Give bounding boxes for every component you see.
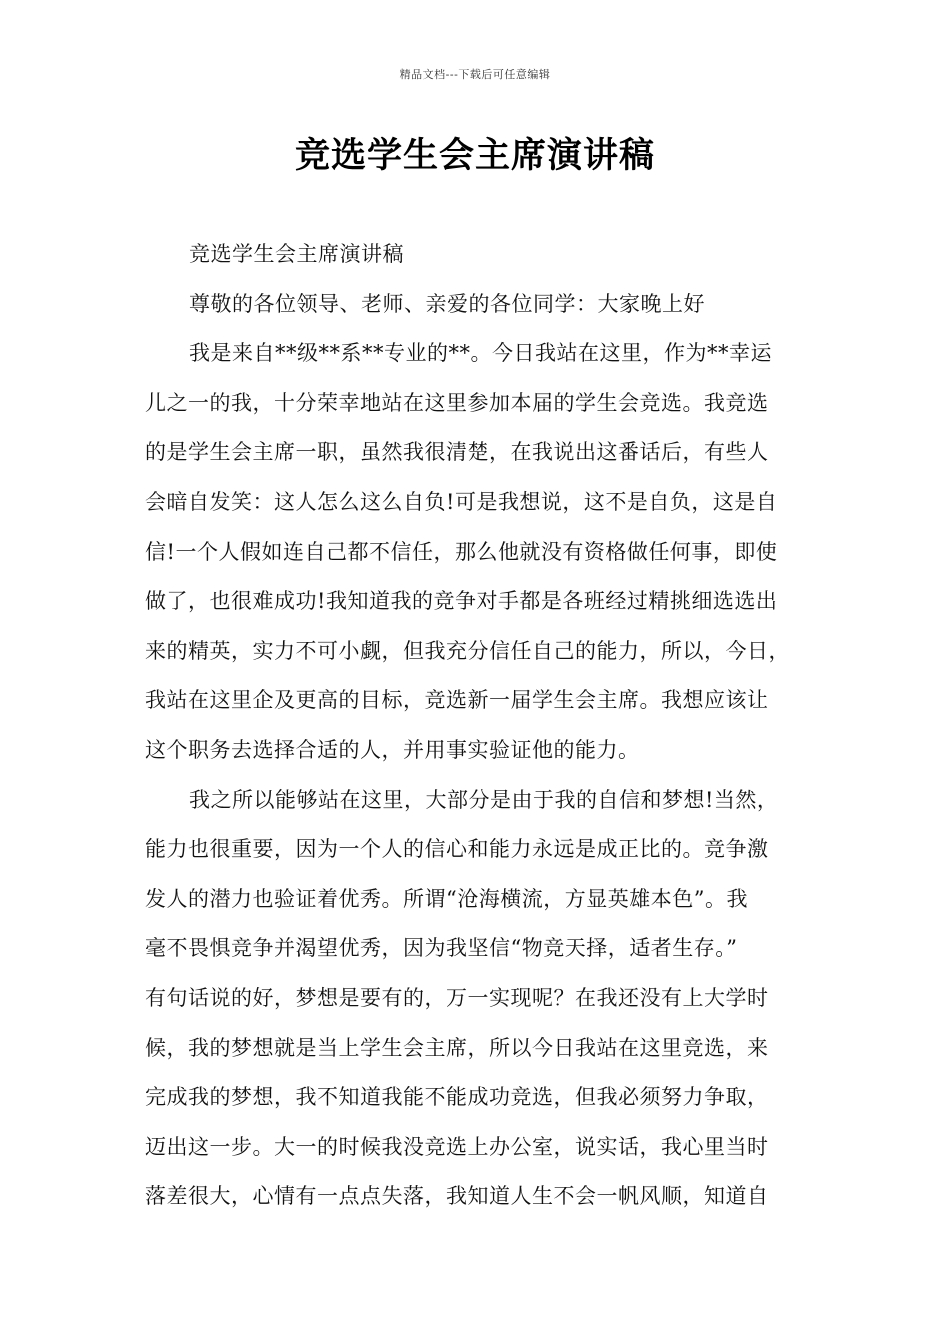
body-line: 落差很大，心情有一点点失落，我知道人生不会一帆风顺，知道自	[145, 1184, 769, 1209]
body-line: 竞选学生会主席演讲稿	[189, 242, 404, 266]
body-line: 我站在这里企及更高的目标，竞选新一届学生会主席。我想应该让	[145, 688, 769, 713]
body-line: 候，我的梦想就是当上学生会主席，所以今日我站在这里竞选，来	[145, 1035, 769, 1060]
body-line: 儿之一的我，十分荣幸地站在这里参加本届的学生会竞选。我竞选	[145, 390, 769, 415]
document-title: 竞选学生会主席演讲稿	[294, 135, 655, 176]
header-note: 精品文档---下载后可任意编辑	[399, 68, 551, 81]
body-line: 的是学生会主席一职，虽然我很清楚，在我说出这番话后，有些人	[145, 440, 769, 465]
body-line: 能力也很重要，因为一个人的信心和能力永远是成正比的。竞争激	[145, 837, 769, 862]
body-line: 毫不畏惧竞争并渴望优秀，因为我坚信“物竞天择，适者生存。”	[145, 936, 738, 961]
body-line: 迈出这一步。大一的时候我没竞选上办公室，说实话，我心里当时	[145, 1134, 769, 1159]
body-line: 完成我的梦想，我不知道我能不能成功竞选，但我必须努力争取，	[145, 1085, 769, 1110]
body-line: 尊敬的各位领导、老师、亲爱的各位同学：大家晚上好	[189, 291, 705, 316]
body-line: 会暗自发笑：这人怎么这么自负!可是我想说，这不是自负，这是自	[145, 489, 778, 514]
body-line: 信!一个人假如连自己都不信任，那么他就没有资格做任何事，即使	[145, 539, 778, 564]
body-line: 来的精英，实力不可小觑，但我充分信任自己的能力，所以，今日，	[145, 638, 790, 663]
body-line: 有句话说的好，梦想是要有的，万一实现呢？在我还没有上大学时	[145, 985, 769, 1010]
body-line: 做了，也很难成功!我知道我的竞争对手都是各班经过精挑细选选出	[145, 589, 778, 614]
body-line: 我之所以能够站在这里，大部分是由于我的自信和梦想!当然，	[189, 787, 779, 812]
body-line: 我是来自**级**系**专业的**。今日我站在这里，作为**幸运	[189, 341, 772, 366]
document-body	[145, 230, 825, 1222]
body-line: 这个职务去选择合适的人，并用事实验证他的能力。	[145, 737, 640, 762]
body-line: 发人的潜力也验证着优秀。所谓“沧海横流，方显英雄本色”。我	[145, 886, 748, 911]
